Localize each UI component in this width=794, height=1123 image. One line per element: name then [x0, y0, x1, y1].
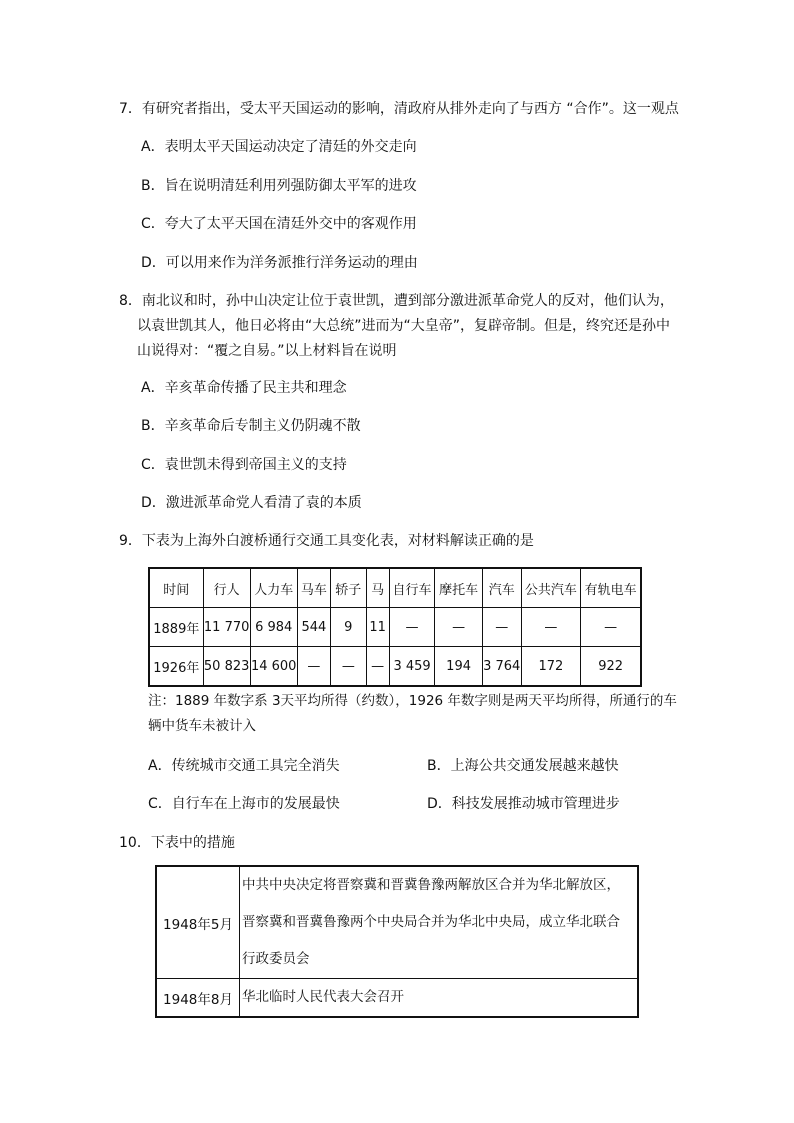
table-note-line-2: 辆中货车未被计入 [148, 718, 256, 734]
table-cell: 1889年 [149, 608, 203, 647]
content-cell [240, 866, 639, 979]
content-line: 华北临时人民代表大会召开 [242, 989, 404, 1005]
table-row [156, 866, 638, 979]
table-cell: — [366, 647, 389, 687]
table-cell: 14 600 [250, 647, 297, 687]
header-cell: 行人 [203, 568, 250, 608]
question-8-option-a[interactable]: A．辛亥革命传播了民主共和理念 [141, 380, 347, 396]
question-8-stem-line-3: 山说得对：“覆之自易。”以上材料旨在说明 [137, 343, 397, 359]
table-cell: 922 [581, 647, 641, 687]
question-8-stem-line-2: 以袁世凯其人，他日必将由“大总统”进而为“大皇帝”，复辟帝制。但是，终究还是孙中 [137, 318, 671, 334]
header-cell: 人力车 [250, 568, 297, 608]
question-8-option-c[interactable]: C．袁世凯未得到帝国主义的支持 [141, 457, 347, 473]
table-cell: 1926年 [149, 647, 203, 687]
table-cell: 3 764 [482, 647, 521, 687]
question-7-option-a[interactable]: A．表明太平天国运动决定了清廷的外交走向 [141, 139, 417, 155]
content-line: 行政委员会 [242, 951, 310, 967]
content-line: 中共中央决定将晋察冀和晋冀鲁豫两解放区合并为华北解放区， [242, 877, 620, 893]
table-cell: 544 [297, 608, 330, 647]
table-cell: 50 823 [203, 647, 250, 687]
question-8-option-b[interactable]: B．辛亥革命后专制主义仍阴魂不散 [141, 418, 361, 434]
table-header-row [149, 568, 641, 608]
date-cell: 1948年8月 [156, 979, 240, 1018]
header-cell: 轿子 [331, 568, 366, 608]
table-row [149, 647, 641, 687]
measures-table [155, 865, 639, 1018]
content-cell [240, 979, 639, 1018]
question-10-stem: 10．下表中的措施 [119, 835, 235, 851]
table-cell: 194 [435, 647, 483, 687]
table-cell: 11 770 [203, 608, 250, 647]
table-cell: 9 [331, 608, 366, 647]
question-8-option-d[interactable]: D．激进派革命党人看清了袁的本质 [141, 495, 362, 511]
header-cell: 公共汽车 [521, 568, 581, 608]
question-7-option-d[interactable]: D．可以用来作为洋务派推行洋务运动的理由 [141, 255, 418, 271]
table-cell: — [482, 608, 521, 647]
header-cell: 时间 [149, 568, 203, 608]
question-9-option-b[interactable]: B．上海公共交通发展越来越快 [427, 758, 619, 774]
header-cell: 马车 [297, 568, 330, 608]
question-9-option-c[interactable]: C．自行车在上海市的发展最快 [148, 796, 340, 812]
table-cell: — [331, 647, 366, 687]
header-cell: 摩托车 [435, 568, 483, 608]
question-7-stem: 7．有研究者指出，受太平天国运动的影响，清政府从排外走向了与西方 “合作”。这一观点 [119, 101, 679, 117]
table-row [149, 608, 641, 647]
table-cell: 172 [521, 647, 581, 687]
table-cell: 6 984 [250, 608, 297, 647]
table-cell: 3 459 [389, 647, 435, 687]
table-cell: — [389, 608, 435, 647]
table-note-line-1: 注：1889 年数字系 3天平均所得（约数），1926 年数字则是两天平均所得，所通行的车 [148, 693, 677, 709]
table-row [156, 979, 638, 1018]
question-7-option-b[interactable]: B．旨在说明清廷利用列强防御太平军的进攻 [141, 178, 417, 194]
table-cell: 11 [366, 608, 389, 647]
question-9-option-a[interactable]: A．传统城市交通工具完全消失 [148, 758, 340, 774]
header-cell: 自行车 [389, 568, 435, 608]
table-cell: — [297, 647, 330, 687]
header-cell: 马 [366, 568, 389, 608]
question-9-stem: 9．下表为上海外白渡桥通行交通工具变化表，对材料解读正确的是 [119, 533, 534, 549]
question-9-option-d[interactable]: D．科技发展推动城市管理进步 [427, 796, 620, 812]
table-cell: — [435, 608, 483, 647]
table-cell: — [581, 608, 641, 647]
content-line: 晋察冀和晋冀鲁豫两个中央局合并为华北中央局，成立华北联合 [242, 914, 620, 930]
date-cell: 1948年5月 [156, 866, 240, 979]
question-7-option-c[interactable]: C．夸大了太平天国在清廷外交中的客观作用 [141, 216, 417, 232]
header-cell: 有轨电车 [581, 568, 641, 608]
question-8-stem-line-1: 8．南北议和时，孙中山决定让位于袁世凯，遭到部分激进派革命党人的反对，他们认为， [119, 293, 674, 309]
header-cell: 汽车 [482, 568, 521, 608]
table-cell: — [521, 608, 581, 647]
traffic-table [148, 567, 642, 687]
